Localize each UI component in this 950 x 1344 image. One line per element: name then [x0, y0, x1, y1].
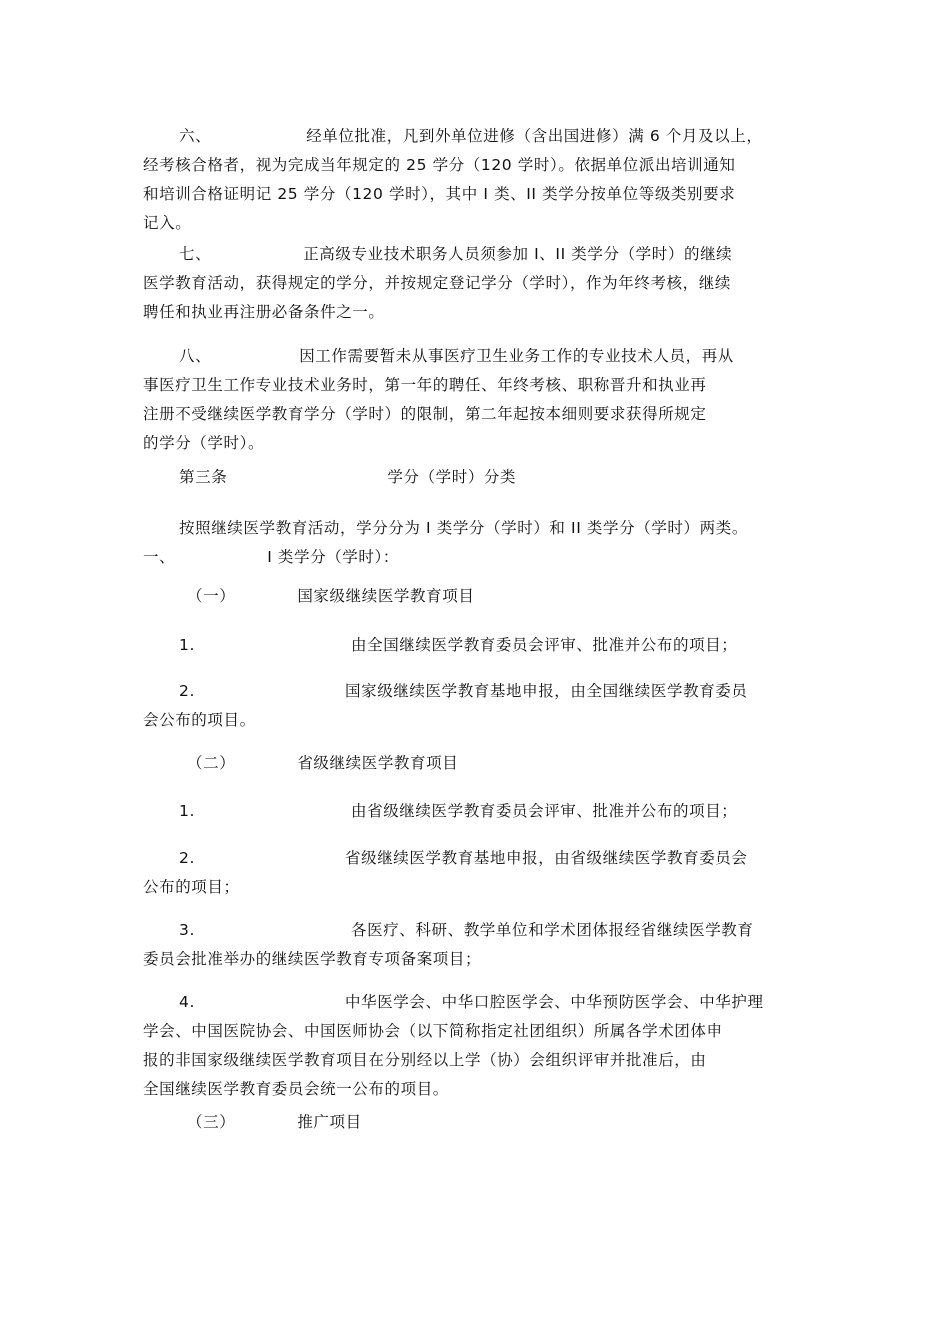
- item-number: 六、: [179, 127, 212, 145]
- article-heading: [143, 463, 807, 492]
- section-heading-3: [143, 1108, 807, 1137]
- paragraph-line: 记入。: [143, 214, 192, 232]
- paragraph-line: 和培训合格证明记 25 学分（120 学时），其中 I 类、II 类学分按单位等级类别要求: [143, 185, 736, 203]
- article-title: 学分（学时）分类: [387, 468, 517, 486]
- paragraph-line: 委员会批准举办的继续医学教育专项备案项目；: [143, 950, 482, 968]
- item-number: 1.: [179, 636, 195, 654]
- section-title: 推广项目: [297, 1113, 362, 1131]
- section-number: （一）: [187, 587, 236, 605]
- list-item: [143, 797, 807, 826]
- item-number: 4.: [179, 993, 195, 1011]
- paragraph-line: 因工作需要暂未从事医疗卫生业务工作的专业技术人员，再从: [299, 347, 734, 365]
- paragraph-line: 由省级继续医学教育委员会评审、批准并公布的项目；: [351, 802, 738, 820]
- paragraph-line: 聘任和执业再注册必备条件之一。: [143, 303, 385, 321]
- list-item: [143, 844, 807, 902]
- paragraph-line: 的学分（学时）。: [143, 434, 265, 452]
- paragraph-line: 注册不受继续医学教育学分（学时）的限制，第二年起按本细则要求获得所规定: [143, 405, 707, 423]
- item-number: 八、: [179, 347, 212, 365]
- item-number: 2.: [179, 849, 195, 867]
- paragraph-item-8: [143, 342, 807, 458]
- paragraph-line: 省级继续医学教育基地申报，由省级继续医学教育委员会: [345, 849, 748, 867]
- paragraph-line: 国家级继续医学教育基地申报，由全国继续医学教育委员: [345, 682, 748, 700]
- paragraph-line: 经考核合格者，视为完成当年规定的 25 学分（120 学时）。依据单位派出培训通知: [143, 156, 736, 174]
- article-number: 第三条: [179, 468, 228, 486]
- item-number: 一、: [143, 548, 176, 566]
- section-number: （三）: [187, 1113, 236, 1131]
- classification-paragraph: [143, 514, 807, 572]
- paragraph-line: 报的非国家级继续医学教育项目在分别经以上学（协）会组织评审并批准后，由: [143, 1051, 707, 1069]
- paragraph-line: 按照继续医学教育活动，学分分为 I 类学分（学时）和 II 类学分（学时）两类。: [179, 519, 748, 537]
- paragraph-line: 全国继续医学教育委员会统一公布的项目。: [143, 1080, 449, 1098]
- paragraph-line: 由全国继续医学教育委员会评审、批准并公布的项目；: [351, 636, 738, 654]
- subheading: I 类学分（学时）：: [267, 548, 399, 566]
- section-number: （二）: [187, 754, 236, 772]
- item-number: 七、: [179, 245, 212, 263]
- paragraph-line: 各医疗、科研、教学单位和学术团体报经省继续医学教育: [351, 921, 754, 939]
- item-number: 1.: [179, 802, 195, 820]
- paragraph-item-6: [143, 122, 807, 238]
- list-item: [143, 916, 807, 974]
- section-title: 国家级继续医学教育项目: [297, 587, 475, 605]
- paragraph-line: 医学教育活动，获得规定的学分，并按规定登记学分（学时），作为年终考核，继续: [143, 274, 731, 292]
- item-number: 3.: [179, 921, 195, 939]
- paragraph-line: 中华医学会、中华口腔医学会、中华预防医学会、中华护理: [345, 993, 764, 1011]
- paragraph-line: 公布的项目；: [143, 878, 240, 896]
- item-number: 2.: [179, 682, 195, 700]
- paragraph-line: 学会、中国医院协会、中国医师协会（以下简称指定社团组织）所属各学术团体申: [143, 1022, 723, 1040]
- paragraph-line: 事医疗卫生工作专业技术业务时，第一年的聘任、年终考核、职称晋升和执业再: [143, 376, 707, 394]
- list-item: [143, 677, 807, 735]
- section-heading-2: [143, 749, 807, 778]
- paragraph-line: 会公布的项目。: [143, 711, 256, 729]
- section-heading-1: [143, 582, 807, 611]
- paragraph-line: 经单位批准，凡到外单位进修（含出国进修）满 6 个月及以上，: [306, 127, 763, 145]
- list-item: [143, 988, 807, 1104]
- list-item: [143, 631, 807, 660]
- section-title: 省级继续医学教育项目: [297, 754, 459, 772]
- paragraph-line: 正高级专业技术职务人员须参加 I、II 类学分（学时）的继续: [303, 245, 733, 263]
- paragraph-item-7: [143, 240, 807, 327]
